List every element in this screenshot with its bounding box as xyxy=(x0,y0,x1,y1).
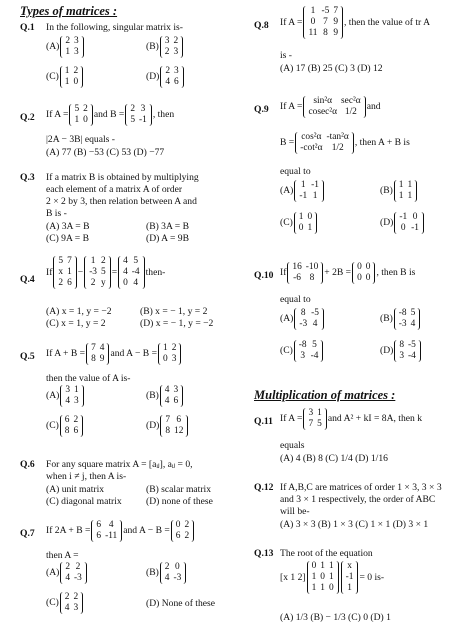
matrix-cell: 1 xyxy=(307,223,313,233)
matrix-cell: 5 xyxy=(312,340,317,350)
matrix-cell: 8 xyxy=(64,426,70,436)
matrix-cell: 0 xyxy=(73,77,79,87)
matrix-cell: -8 xyxy=(398,308,407,318)
matrix xyxy=(287,262,323,284)
matrix-cell: 1/2 xyxy=(344,107,357,117)
option-a: (A) 8 -5 -3 4 xyxy=(280,308,325,330)
matrix-cell: 1 xyxy=(328,561,334,571)
options: (A) 3 × 3 (B) 1 × 3 (C) 1 × 1 (D) 3 × 1 xyxy=(280,519,429,530)
matrix-cell: 8 xyxy=(300,308,306,318)
matrix-cell: 2 xyxy=(90,278,96,288)
matrix-cell: 3 xyxy=(65,385,71,395)
matrix-cell: 2 xyxy=(130,104,135,114)
matrix-cell: 7 xyxy=(165,415,171,425)
matrix-cell: 1 xyxy=(310,6,316,16)
matrix-cell: -8 xyxy=(298,340,307,350)
matrix xyxy=(352,262,375,284)
question-number: Q.3 xyxy=(20,172,35,183)
matrix-cell: 1 xyxy=(67,267,72,277)
matrix-cell: 0 xyxy=(175,520,181,530)
question-text: If 5 7 x 1 2 6 − 1 2 -3 5 2 y = 4 5 4 -4 0 4 then- xyxy=(46,256,166,288)
option-d: (D) 2 3 4 6 xyxy=(146,66,185,88)
matrix-cell: 5 xyxy=(130,115,135,125)
matrix-cell: 5 xyxy=(101,267,106,277)
matrix-cell: 6 xyxy=(175,531,181,541)
matrix xyxy=(160,562,187,584)
matrix-cell: 1 xyxy=(298,212,304,222)
matrix-cell: 4 xyxy=(108,520,114,530)
matrix-cell: 2 xyxy=(164,562,170,572)
matrix-cell: 7 xyxy=(333,6,338,16)
matrix-cell: 1 xyxy=(328,572,334,582)
matrix-cell: 1 xyxy=(74,115,80,125)
options: (A) 17 (B) 25 (C) 3 (D) 12 xyxy=(280,63,383,74)
matrix-cell: 0 xyxy=(357,262,362,272)
question-text-2: equal to xyxy=(280,294,311,305)
matrix-cell: 5 xyxy=(74,104,80,114)
matrix-cell: sin²α xyxy=(313,96,333,106)
question-text: In the following, singular matrix is- xyxy=(46,22,183,33)
question-number: Q.11 xyxy=(254,416,273,427)
matrix-cell: 4 xyxy=(164,396,170,406)
matrix-cell: 7 xyxy=(308,419,314,429)
question-line: will be- xyxy=(280,506,310,517)
matrix-cell: 0 xyxy=(307,212,313,222)
matrix-cell: 4 xyxy=(64,603,70,613)
matrix-cell: 2 xyxy=(184,531,190,541)
matrix xyxy=(394,212,424,234)
matrix-cell: -1 xyxy=(345,572,354,582)
matrix-cell: 9 xyxy=(99,354,105,364)
matrix-cell: 0 xyxy=(83,115,88,125)
question-number: Q.1 xyxy=(20,22,35,33)
matrix-cell: 1 xyxy=(74,385,79,395)
option-b: (B) 4 3 4 6 xyxy=(146,385,184,407)
matrix-cell: 3 xyxy=(140,104,146,114)
question-number: Q.2 xyxy=(20,112,35,123)
matrix-cell: 8 xyxy=(399,340,405,350)
matrix-cell: 1 xyxy=(407,191,413,201)
matrix-cell: -5 xyxy=(321,6,330,16)
option-d: (D) 7 6 8 12 xyxy=(146,415,189,437)
option-d: (D) x = − 1, y = −2 xyxy=(140,318,214,329)
question-text: If A = 1 -5 7 0 7 9 11 8 9 , then the value of tr A xyxy=(280,6,431,38)
matrix-cell: 1/2 xyxy=(331,143,344,153)
matrix-cell: 3 xyxy=(74,47,79,57)
option-b: (B) x = − 1, y = 2 xyxy=(140,306,208,317)
matrix-cell: 3 xyxy=(171,354,177,364)
matrix-cell: 6 xyxy=(67,278,72,288)
matrix-cell: -1 xyxy=(139,115,147,125)
matrix-cell: 6 xyxy=(64,415,70,425)
matrix-cell: 9 xyxy=(333,17,338,27)
matrix-cell: 3 xyxy=(73,603,79,613)
matrix xyxy=(60,66,83,88)
matrix-cell: 4 xyxy=(123,267,128,277)
matrix-cell: 1 xyxy=(312,191,318,201)
options: (A) 77 (B) −53 (C) 53 (D) −77 xyxy=(46,147,165,158)
matrix-cell: 2 xyxy=(171,343,177,353)
matrix-cell: 8 xyxy=(323,28,328,38)
question-text-2: |2A − 3B| equals - xyxy=(46,134,115,145)
option-c: (C) diagonal matrix xyxy=(46,496,122,507)
matrix-cell: cosec²α xyxy=(308,107,338,117)
matrix-cell: 4 xyxy=(123,256,128,266)
matrix-cell: 1 xyxy=(317,408,322,418)
option-a: (A) x = 1, y = −2 xyxy=(46,306,112,317)
matrix-cell: 5 xyxy=(410,308,416,318)
matrix-cell: 2 xyxy=(165,66,171,76)
matrix xyxy=(60,415,83,437)
question-number: Q.6 xyxy=(20,459,35,470)
matrix-cell: 1 xyxy=(320,583,325,593)
option-a: (A) 2 2 4 -3 xyxy=(46,562,88,584)
matrix xyxy=(84,256,111,289)
matrix-cell: 3 xyxy=(174,66,179,76)
matrix-cell: 0 xyxy=(310,17,316,27)
matrix xyxy=(394,308,421,330)
option-d: (D) 8 -5 3 -4 xyxy=(380,340,422,362)
matrix-cell: -11 xyxy=(105,531,118,541)
matrix-cell: 1 xyxy=(65,47,71,57)
matrix-cell: 1 xyxy=(320,561,325,571)
matrix-cell: 8 xyxy=(91,354,96,364)
matrix-cell: 7 xyxy=(91,343,96,353)
matrix-cell: 1 xyxy=(407,180,413,190)
option-c: (C) 1 0 0 1 xyxy=(280,212,318,234)
matrix-cell: 3 xyxy=(308,408,314,418)
matrix-cell: 2 xyxy=(65,36,71,46)
option-b: (B) -8 5 -3 4 xyxy=(380,308,421,330)
matrix-cell: 2 xyxy=(73,415,79,425)
question-number: Q.12 xyxy=(254,482,274,493)
option-a: (A) 1 -1 -1 1 xyxy=(280,180,325,202)
matrix-cell: 0 xyxy=(298,223,304,233)
option-c: (C) 1 2 1 0 xyxy=(46,66,84,88)
matrix-cell: 2 xyxy=(83,104,88,114)
option-c: (C) 6 2 8 6 xyxy=(46,415,84,437)
matrix-cell: 6 xyxy=(176,415,182,425)
matrix xyxy=(341,561,359,594)
matrix xyxy=(60,385,83,407)
matrix xyxy=(160,66,183,88)
matrix-cell: 1 xyxy=(64,77,70,87)
option-a: (A) 2 3 1 3 xyxy=(46,36,85,58)
matrix-cell: -10 xyxy=(305,262,319,272)
question-line: 2 × 2 by 3, then relation between A and xyxy=(46,196,197,207)
matrix xyxy=(60,592,83,614)
matrix xyxy=(294,308,324,330)
matrix-cell: 2 xyxy=(173,36,179,46)
matrix-cell: 3 xyxy=(164,36,170,46)
matrix xyxy=(69,104,92,126)
matrix-cell: 3 xyxy=(300,351,306,361)
matrix-cell: 4 xyxy=(65,573,71,583)
matrix xyxy=(303,6,343,39)
option-d: (D) none of these xyxy=(146,496,213,507)
matrix-cell: 4 xyxy=(164,385,170,395)
matrix-cell: -tan²α xyxy=(326,132,349,142)
matrix-cell: 6 xyxy=(173,396,179,406)
question-text-2: then the value of A is- xyxy=(46,373,131,384)
matrix xyxy=(160,36,183,58)
question-text: If A = sin²α sec²α cosec²α 1/2 and xyxy=(280,96,381,117)
section-heading-types: Types of matrices : xyxy=(20,4,118,18)
matrix-cell: 16 xyxy=(292,262,302,272)
question-line: If a matrix B is obtained by multiplying xyxy=(46,172,199,183)
matrix-cell: 5 xyxy=(133,256,139,266)
matrix-cell: 1 xyxy=(90,256,96,266)
matrix xyxy=(394,340,421,362)
matrix-cell: 1 xyxy=(163,343,168,353)
question-line: when i ≠ j, then A is- xyxy=(46,471,127,482)
matrix xyxy=(91,520,122,542)
matrix-cell: 0 xyxy=(123,278,128,288)
option-b: (B) 2 0 4 -3 xyxy=(146,562,187,584)
matrix-cell: 2 xyxy=(73,592,79,602)
matrix-cell: -1 xyxy=(399,212,408,222)
matrix xyxy=(394,180,417,202)
matrix-cell: 0 xyxy=(175,562,180,572)
matrix-cell: 4 xyxy=(410,319,416,329)
matrix-cell: -4 xyxy=(408,351,416,361)
matrix-cell: 1 xyxy=(64,66,70,76)
matrix-cell: 4 xyxy=(133,278,139,288)
options: (A) 1/3 (B) − 1/3 (C) 0 (D) 1 xyxy=(280,612,391,623)
matrix-cell: 11 xyxy=(308,28,318,38)
matrix xyxy=(171,520,194,542)
matrix-cell: 0 xyxy=(400,223,406,233)
matrix-cell: 0 xyxy=(357,273,362,283)
question-text: If A + B = 7 4 8 9 and A − B = 1 2 0 3 xyxy=(46,343,182,365)
matrix-cell: 0 xyxy=(320,572,325,582)
question-line: If A,B,C are matrices of order 1 × 3, 3 × 3 xyxy=(280,482,442,493)
matrix-cell: 7 xyxy=(67,256,72,266)
option-b: (B) 1 1 1 1 xyxy=(380,180,418,202)
matrix-cell: -1 xyxy=(411,223,419,233)
question-text-2: B = cos²α -tan²α -cot²α 1/2 , then A + B is xyxy=(280,132,410,153)
option-a: (A) unit matrix xyxy=(46,484,105,495)
question-line: and 3 × 1 respectively, the order of ABC xyxy=(280,494,436,505)
matrix-cell: -5 xyxy=(408,340,416,350)
matrix-cell: -3 xyxy=(398,319,407,329)
matrix xyxy=(118,256,145,289)
question-text-2: then A = xyxy=(46,550,79,561)
matrix-cell: 8 xyxy=(165,426,171,436)
question-line: For any square matrix A = [aᵢⱼ], aᵢⱼ = 0, xyxy=(46,459,193,470)
matrix-cell: 4 xyxy=(165,77,171,87)
matrix-cell: 6 xyxy=(73,426,79,436)
section-heading-multiplication: Multiplication of matrices : xyxy=(254,388,396,402)
option-c: (C) x = 1, y = 2 xyxy=(46,318,106,329)
matrix-cell: 4 xyxy=(99,343,105,353)
matrix-cell: 1 xyxy=(398,180,404,190)
option-a: (A) 3 1 4 3 xyxy=(46,385,85,407)
matrix-cell: -4 xyxy=(131,267,140,277)
matrix-cell: 0 xyxy=(328,583,334,593)
question-text-2: equals xyxy=(280,440,305,451)
matrix-cell: y xyxy=(101,278,106,288)
matrix-cell: 6 xyxy=(96,531,102,541)
matrix-cell: sec²α xyxy=(341,96,361,106)
question-number: Q.4 xyxy=(20,274,35,285)
matrix-cell: -3 xyxy=(74,573,82,583)
option-b: (B) 3 2 2 3 xyxy=(146,36,184,58)
question-number: Q.9 xyxy=(254,104,269,115)
matrix-cell: 4 xyxy=(65,396,71,406)
matrix xyxy=(53,256,76,289)
matrix-cell: 0 xyxy=(311,561,317,571)
matrix xyxy=(294,180,324,202)
matrix-cell: 5 xyxy=(317,419,322,429)
matrix-cell: 9 xyxy=(333,28,338,38)
option-d: (D) None of these xyxy=(146,598,215,609)
matrix xyxy=(303,408,326,430)
matrix-cell: 12 xyxy=(174,426,184,436)
matrix-cell: x xyxy=(347,561,352,571)
option-c: (C) -8 5 3 -4 xyxy=(280,340,324,362)
matrix-cell: 1 xyxy=(311,583,317,593)
matrix-cell: 4 xyxy=(312,319,318,329)
matrix xyxy=(307,561,339,594)
question-line: B is - xyxy=(46,208,67,219)
options: (A) 4 (B) 8 (C) 1/4 (D) 1/16 xyxy=(280,453,388,464)
matrix xyxy=(158,343,181,365)
matrix-cell: -3 xyxy=(299,319,308,329)
matrix-cell: 3 xyxy=(173,47,179,57)
question-text-2: is - xyxy=(280,50,292,61)
question-number: Q.5 xyxy=(20,351,35,362)
question-line: each element of a matrix A of order xyxy=(46,184,183,195)
question-number: Q.13 xyxy=(254,548,274,559)
question-number: Q.10 xyxy=(254,270,274,281)
matrix-cell: -1 xyxy=(311,180,319,190)
matrix-cell: 2 xyxy=(164,47,170,57)
matrix-cell: 0 xyxy=(365,262,371,272)
matrix-cell: x xyxy=(58,267,64,277)
question-text-3: equal to xyxy=(280,166,311,177)
equation: [x 1 2] 0 1 1 1 0 1 1 1 0 x -1 1 = 0 is- xyxy=(280,561,385,593)
matrix xyxy=(303,96,365,118)
matrix-cell: 5 xyxy=(58,256,64,266)
matrix-cell: 6 xyxy=(174,77,179,87)
matrix-cell: 3 xyxy=(399,351,405,361)
option-b: (B) 3A = B xyxy=(146,221,189,232)
matrix-cell: 2 xyxy=(64,592,70,602)
matrix xyxy=(86,343,109,365)
option-b: (B) scalar matrix xyxy=(146,484,211,495)
question-line: The root of the equation xyxy=(280,548,373,559)
option-d: (D) A = 9B xyxy=(146,233,189,244)
question-number: Q.7 xyxy=(20,528,35,539)
option-a: (A) 3A = B xyxy=(46,221,90,232)
matrix-cell: -5 xyxy=(311,308,319,318)
question-number: Q.8 xyxy=(254,20,269,31)
matrix-cell: 2 xyxy=(184,520,190,530)
matrix xyxy=(125,104,152,126)
matrix-cell: -4 xyxy=(310,351,319,361)
matrix xyxy=(60,36,83,58)
matrix-cell: 1 xyxy=(398,191,404,201)
matrix-cell: -cot²α xyxy=(300,143,323,153)
matrix-cell: 3 xyxy=(74,396,79,406)
matrix-cell: 4 xyxy=(164,573,170,583)
question-text: If 16 -10 -6 8 + 2B = 0 0 0 0 , then B is xyxy=(280,262,416,283)
matrix xyxy=(160,385,183,407)
matrix-cell: 2 xyxy=(73,66,79,76)
matrix-cell: 6 xyxy=(96,520,102,530)
matrix-cell: 2 xyxy=(65,562,71,572)
question-text: If A = 3 1 7 5 and A² + kI = 8A, then k xyxy=(280,408,423,429)
matrix-cell: -6 xyxy=(293,273,301,283)
matrix xyxy=(294,212,317,234)
matrix xyxy=(160,415,188,437)
matrix-cell: -1 xyxy=(299,191,308,201)
matrix-cell: 7 xyxy=(323,17,328,27)
matrix-cell: 2 xyxy=(75,562,81,572)
matrix-cell: 0 xyxy=(412,212,418,222)
matrix-cell: -3 xyxy=(173,573,182,583)
question-text: If 2A + B = 6 4 6 -11 and A − B = 0 2 6 2 xyxy=(46,520,195,542)
matrix xyxy=(294,340,324,362)
matrix-cell: 2 xyxy=(101,256,106,266)
matrix-cell: 0 xyxy=(163,354,168,364)
matrix xyxy=(295,132,354,154)
matrix-cell: 0 xyxy=(365,273,371,283)
matrix xyxy=(60,562,87,584)
option-c: (C) 9A = B xyxy=(46,233,89,244)
option-c: (C) 2 2 4 3 xyxy=(46,592,84,614)
matrix-cell: 1 xyxy=(311,572,317,582)
matrix-cell: 3 xyxy=(173,385,179,395)
question-text: If A = 5 2 1 0 and B = 2 3 5 -1 , then xyxy=(46,104,175,125)
matrix-cell: -3 xyxy=(89,267,97,277)
matrix-cell: cos²α xyxy=(301,132,322,142)
matrix-cell: 3 xyxy=(74,36,79,46)
matrix-cell: 1 xyxy=(300,180,306,190)
matrix-cell: 2 xyxy=(58,278,64,288)
matrix-cell: 8 xyxy=(309,273,315,283)
matrix-cell: 1 xyxy=(347,583,352,593)
option-d: (D) -1 0 0 -1 xyxy=(380,212,425,234)
